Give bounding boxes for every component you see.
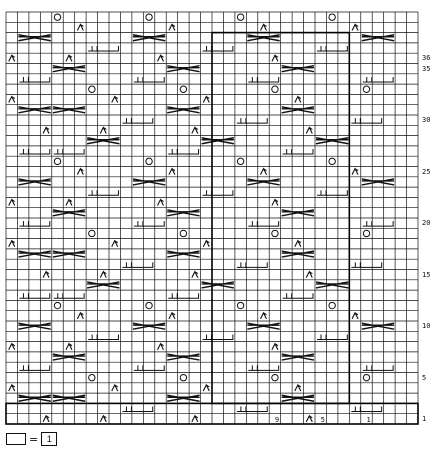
legend xyxy=(6,432,57,446)
row-number: 35 xyxy=(422,64,431,73)
row-number: 20 xyxy=(422,219,431,228)
legend-empty-square xyxy=(6,433,26,445)
row-number: 36 xyxy=(422,54,431,63)
row-number: 30 xyxy=(422,116,431,125)
row-number: 1 xyxy=(422,414,427,423)
row-number: 5 xyxy=(422,373,427,382)
column-number: 5 xyxy=(320,416,325,424)
column-number: 1 xyxy=(366,416,371,424)
column-number: 9 xyxy=(274,416,280,424)
knitting-chart xyxy=(6,12,418,424)
row-number: 15 xyxy=(422,270,431,279)
chart-grid xyxy=(6,12,418,424)
row-number: 25 xyxy=(422,167,431,176)
legend-equals: = xyxy=(29,432,39,446)
legend-value: 1 xyxy=(41,432,57,446)
row-number: 10 xyxy=(422,322,431,331)
